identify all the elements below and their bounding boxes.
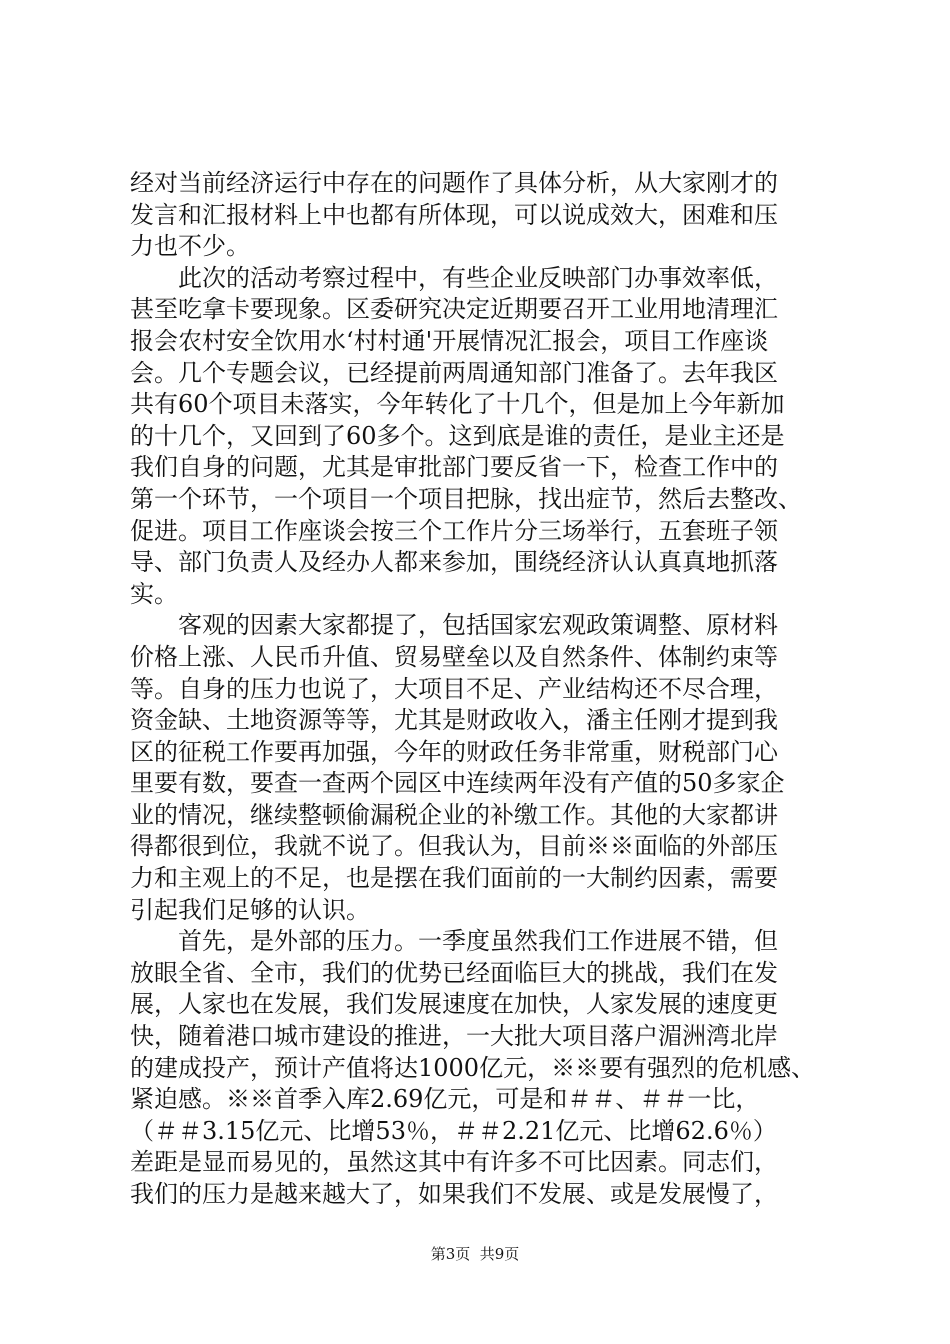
text-line: 区的征税工作要再加强，今年的财政任务非常重，财税部门心 <box>130 737 778 766</box>
text-line: 客观的因素大家都提了，包括国家宏观政策调整、原材料 <box>130 611 778 640</box>
text-line: 我们的压力是越来越大了，如果我们不发展、或是发展慢了， <box>130 1180 778 1208</box>
text-line: （＃＃3.15亿元、比增53％，＃＃2.21亿元、比增62.6％） <box>130 1116 777 1145</box>
text-line: 业的情况，继续整顿偷漏税企业的补缴工作。其他的大家都讲 <box>130 800 778 829</box>
text-line: 资金缺、土地资源等等，尤其是财政收入，潘主任刚才提到我 <box>130 706 778 735</box>
text-line: 会。几个专题会议，已经提前两周通知部门准备了。去年我区 <box>130 358 778 387</box>
text-line: 实。 <box>130 579 178 608</box>
text-line: 差距是显而易见的，虽然这其中有许多不可比因素。同志们， <box>130 1148 778 1177</box>
text-line: 促进。项目工作座谈会按三个工作片分三场举行，五套班子领 <box>130 516 778 545</box>
page-footer: 第3页 共9页 <box>430 1245 520 1263</box>
text-line: 力和主观上的不足，也是摆在我们面前的一大制约因素，需要 <box>130 864 778 893</box>
text-line: 紧迫感。※※首季入库2.69亿元，可是和＃＃、＃＃一比， <box>130 1085 760 1114</box>
text-line: 力也不少。 <box>130 232 250 261</box>
body-text <box>130 168 835 1211</box>
text-line: 得都很到位，我就不说了。但我认为，目前※※面临的外部压 <box>130 832 778 861</box>
text-line: 引起我们足够的认识。 <box>130 895 370 924</box>
text-line: 价格上涨、人民币升值、贸易壁垒以及自然条件、体制约束等 <box>130 642 778 671</box>
text-line: 我们自身的问题，尤其是审批部门要反省一下，检查工作中的 <box>130 453 778 482</box>
text-line: 的建成投产，预计产值将达1000亿元，※※要有强烈的危机感、 <box>130 1053 816 1082</box>
text-line: 经对当前经济运行中存在的问题作了具体分析，从大家刚才的 <box>130 169 778 197</box>
text-line: 第一个环节，一个项目一个项目把脉，找出症节，然后去整改、 <box>130 484 802 513</box>
text-line: 展，人家也在发展，我们发展速度在加快，人家发展的速度更 <box>130 990 778 1019</box>
text-line: 里要有数，要查一查两个园区中连续两年没有产值的50多家企 <box>130 769 785 798</box>
text-line: 导、部门负责人及经办人都来参加，围绕经济认认真真地抓落 <box>130 548 778 577</box>
text-line: 首先，是外部的压力。一季度虽然我们工作进展不错，但 <box>130 927 778 956</box>
text-line: 甚至吃拿卡要现象。区委研究决定近期要召开工业用地清理汇 <box>130 295 778 324</box>
text-line: 此次的活动考察过程中，有些企业反映部门办事效率低， <box>130 263 778 292</box>
text-line: 快，随着港口城市建设的推进，一大批大项目落户湄洲湾北岸 <box>130 1022 778 1051</box>
text-line: 报会农村安全饮用水‘村村通'开展情况汇报会，项目工作座谈 <box>130 326 769 355</box>
text-line: 的十几个，又回到了60多个。这到底是谁的责任，是业主还是 <box>130 421 785 450</box>
text-line: 等。自身的压力也说了，大项目不足、产业结构还不尽合理， <box>130 674 778 703</box>
text-line: 共有60个项目未落实，今年转化了十几个，但是加上今年新加 <box>130 390 785 419</box>
text-line: 放眼全省、全市，我们的优势已经面临巨大的挑战，我们在发 <box>130 958 778 987</box>
text-line: 发言和汇报材料上中也都有所体现，可以说成效大，困难和压 <box>130 200 778 229</box>
